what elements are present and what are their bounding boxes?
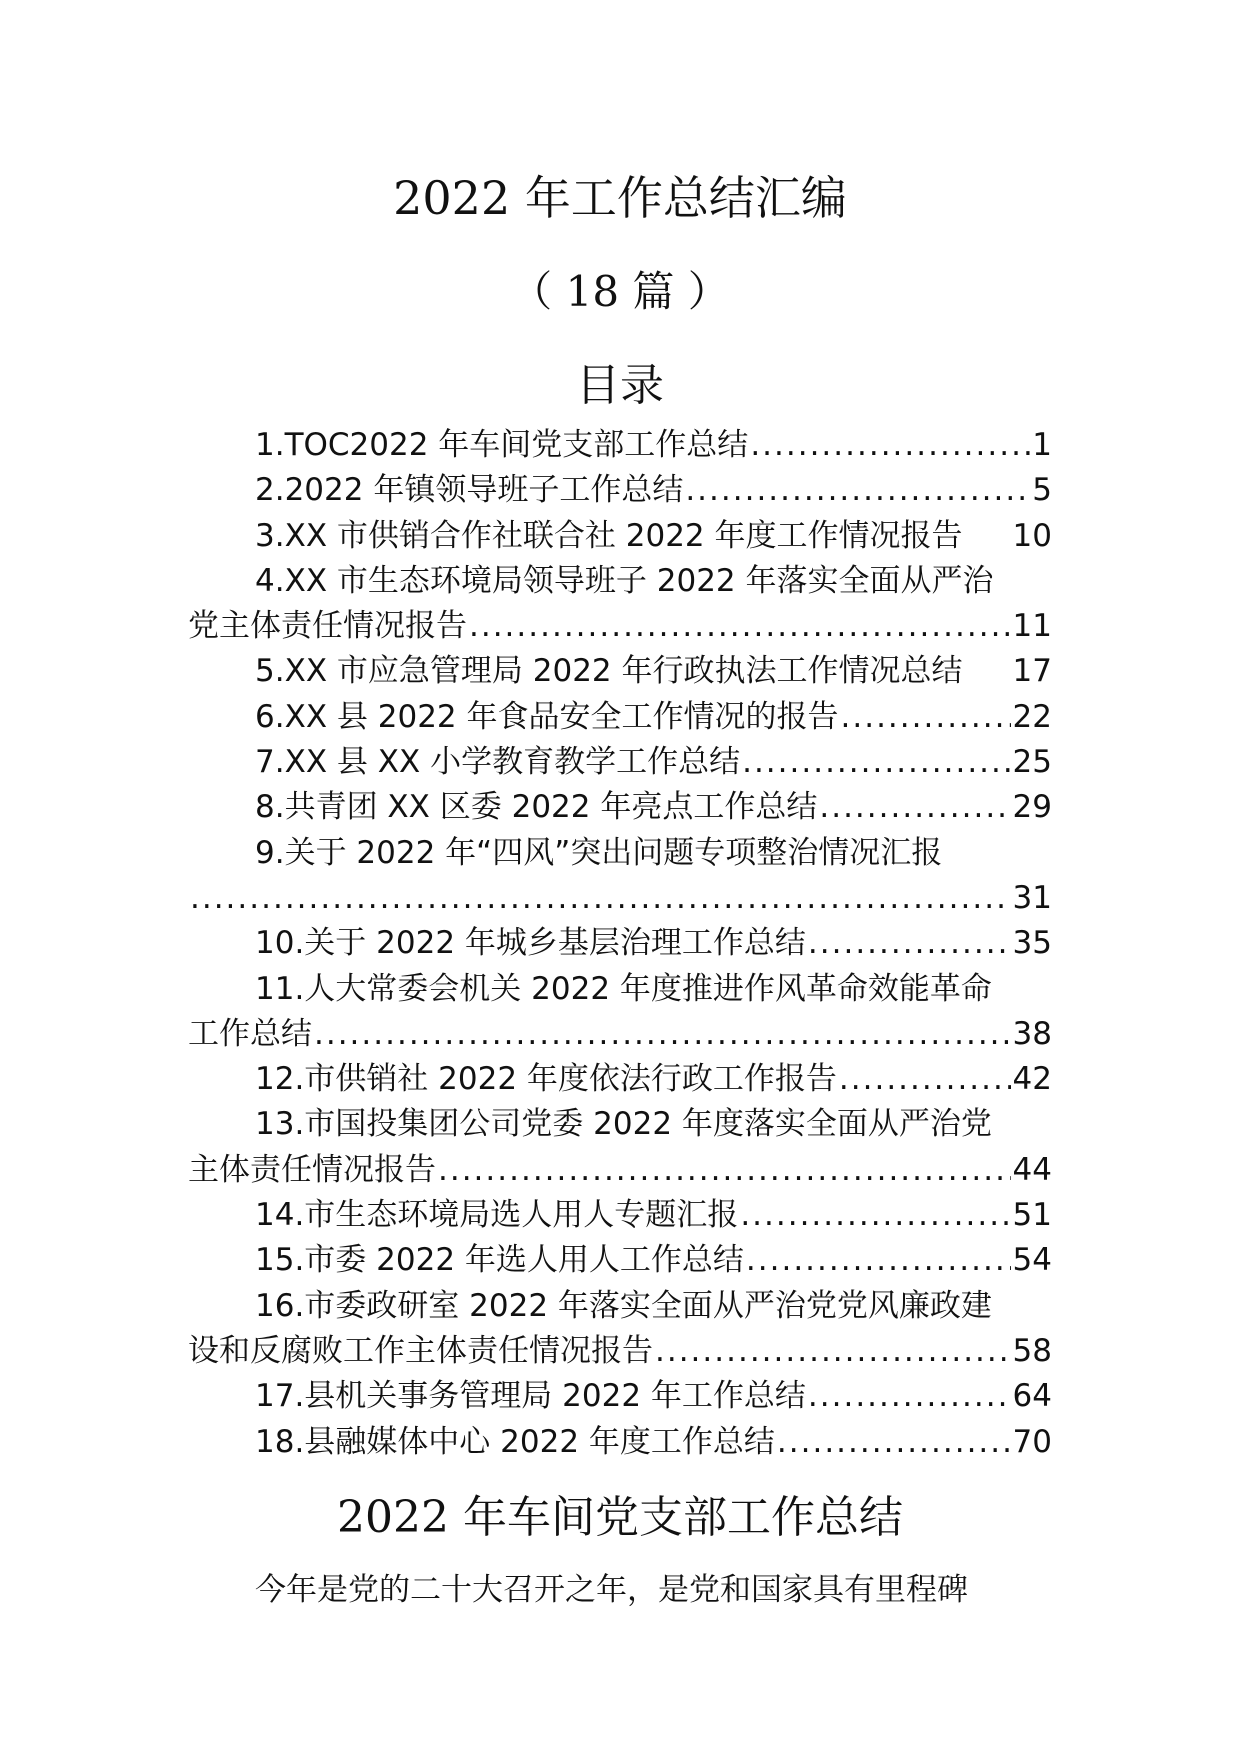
toc-entry-title: 16.市委政研室 2022 年落实全面从严治党党风廉政建 xyxy=(255,1287,992,1324)
table-of-contents xyxy=(188,423,1052,1465)
body-paragraph: 今年是党的二十大召开之年，是党和国家具有里程碑 xyxy=(255,1572,968,1608)
toc-page-number: 25 xyxy=(1012,744,1052,781)
toc-entry[interactable] xyxy=(188,1238,1052,1283)
toc-entry[interactable] xyxy=(188,921,1052,966)
document-title: 2022 年工作总结汇编 xyxy=(393,171,847,225)
toc-page-number: 64 xyxy=(1012,1378,1052,1415)
toc-entry-title: 13.市国投集团公司党委 2022 年度落实全面从严治党 xyxy=(255,1106,992,1143)
toc-page-number: 29 xyxy=(1012,789,1052,826)
toc-entry[interactable] xyxy=(188,559,1052,650)
toc-entry[interactable] xyxy=(188,1102,1052,1193)
toc-entry-title: 17.县机关事务管理局 2022 年工作总结 xyxy=(255,1378,806,1415)
toc-dot-leader xyxy=(839,1057,1011,1102)
toc-entry-title: 7.XX 县 XX 小学教育教学工作总结 xyxy=(255,744,741,781)
toc-entry[interactable] xyxy=(188,967,1052,1058)
toc-page-number: 38 xyxy=(1012,1015,1052,1052)
toc-dot-leader xyxy=(190,876,1011,921)
toc-dot-leader xyxy=(808,1374,1011,1419)
toc-entry[interactable] xyxy=(188,423,1052,468)
toc-dot-leader xyxy=(685,468,1030,513)
toc-entry[interactable] xyxy=(188,831,1052,922)
toc-page-number: 70 xyxy=(1012,1423,1052,1460)
toc-entry[interactable] xyxy=(188,649,1052,694)
toc-entry-title: 设和反腐败工作主体责任情况报告 xyxy=(188,1332,653,1369)
toc-entry[interactable] xyxy=(188,740,1052,785)
toc-entry[interactable] xyxy=(188,468,1052,513)
toc-entry-title: 6.XX 县 2022 年食品安全工作情况的报告 xyxy=(255,698,839,735)
toc-dot-leader xyxy=(438,1148,1011,1193)
toc-dot-leader xyxy=(742,740,1010,785)
toc-entry-title: 4.XX 市生态环境局领导班子 2022 年落实全面从严治 xyxy=(255,562,994,599)
toc-page-number: 1 xyxy=(1032,427,1052,463)
toc-entry-title: 工作总结 xyxy=(188,1015,312,1052)
toc-entry-title: 5.XX 市应急管理局 2022 年行政执法工作情况总结 xyxy=(255,653,963,690)
toc-dot-leader xyxy=(750,423,1030,468)
toc-entry-title: 14.市生态环境局选人用人专题汇报 xyxy=(255,1197,739,1234)
toc-dot-leader xyxy=(841,695,1011,740)
toc-entry[interactable] xyxy=(188,514,1052,559)
toc-page-number: 10 xyxy=(1012,517,1052,554)
toc-entry-title: 2.2022 年镇领导班子工作总结 xyxy=(255,472,684,509)
toc-dot-leader xyxy=(808,921,1011,966)
toc-heading: 目录 xyxy=(576,360,664,411)
toc-entry[interactable] xyxy=(188,1374,1052,1419)
toc-entry-title: 党主体责任情况报告 xyxy=(188,608,467,645)
toc-entry-title: 18.县融媒体中心 2022 年度工作总结 xyxy=(255,1423,775,1460)
toc-entry-title: 11.人大常委会机关 2022 年度推进作风革命效能革命 xyxy=(255,970,992,1007)
toc-dot-leader xyxy=(819,785,1010,830)
toc-entry-title: 9.关于 2022 年“四风”突出问题专项整治情况汇报 xyxy=(255,834,943,871)
toc-page-number: 11 xyxy=(1012,608,1052,645)
toc-entry-title: 3.XX 市供销合作社联合社 2022 年度工作情况报告 xyxy=(255,517,963,554)
toc-entry[interactable] xyxy=(188,1057,1052,1102)
toc-entry-title: 主体责任情况报告 xyxy=(188,1151,436,1188)
toc-entry-title: 1.TOC2022 年车间党支部工作总结 xyxy=(255,427,749,463)
toc-dot-leader xyxy=(655,1329,1011,1374)
toc-dot-leader xyxy=(740,1193,1010,1238)
toc-page-number: 22 xyxy=(1012,698,1052,735)
toc-dot-leader xyxy=(777,1420,1011,1465)
toc-entry-title: 10.关于 2022 年城乡基层治理工作总结 xyxy=(255,925,806,962)
toc-page-number: 58 xyxy=(1012,1332,1052,1369)
toc-page-number: 17 xyxy=(1012,653,1052,690)
toc-entry[interactable] xyxy=(188,785,1052,830)
document-subtitle: （ 18 篇 ） xyxy=(510,267,730,316)
toc-entry-title: 15.市委 2022 年选人用人工作总结 xyxy=(255,1242,744,1279)
toc-entry[interactable] xyxy=(188,695,1052,740)
toc-dot-leader xyxy=(746,1238,1011,1283)
toc-page-number: 5 xyxy=(1032,472,1052,509)
toc-page-number: 35 xyxy=(1012,925,1052,962)
toc-entry[interactable] xyxy=(188,1284,1052,1375)
toc-entry[interactable] xyxy=(188,1420,1052,1465)
toc-page-number: 44 xyxy=(1012,1151,1052,1188)
toc-entry-title: 12.市供销社 2022 年度依法行政工作报告 xyxy=(255,1061,837,1098)
toc-page-number: 54 xyxy=(1012,1242,1052,1279)
toc-entry[interactable] xyxy=(188,1193,1052,1238)
toc-page-number: 51 xyxy=(1012,1197,1052,1234)
toc-page-number: 31 xyxy=(1012,879,1052,916)
toc-dot-leader xyxy=(469,604,1011,649)
toc-page-number: 42 xyxy=(1012,1061,1052,1098)
section-title: 2022 年车间党支部工作总结 xyxy=(337,1492,903,1543)
toc-entry-title: 8.共青团 XX 区委 2022 年亮点工作总结 xyxy=(255,789,818,826)
toc-dot-leader xyxy=(314,1012,1011,1057)
